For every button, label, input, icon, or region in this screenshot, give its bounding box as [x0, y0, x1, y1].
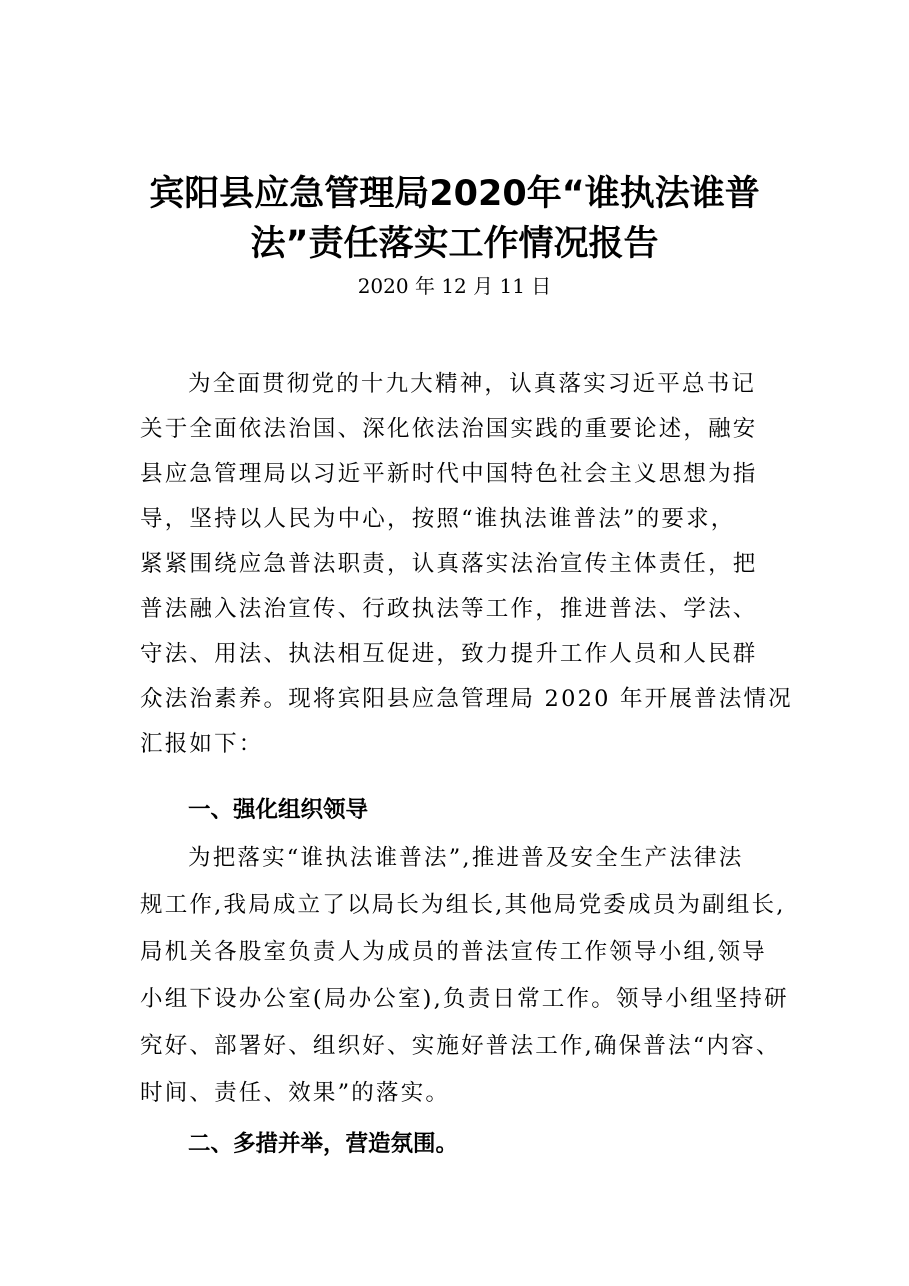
paragraph-line: 紧紧围绕应急普法职责，认真落实法治宣传主体责任，把: [140, 551, 758, 577]
paragraph-line: 县应急管理局以习近平新时代中国特色社会主义思想为指: [140, 461, 758, 487]
paragraph-line: 时间、责任、效果”的落实。: [140, 1080, 451, 1106]
section-heading-2: 二、多措并举，营造氛围。: [188, 1131, 459, 1157]
paragraph-line: 众法治素养。现将宾阳县应急管理局 2020 年开展普法情况: [140, 686, 793, 712]
paragraph-line: 关于全面依法治国、深化依法治国实践的重要论述，融安: [140, 416, 758, 442]
paragraph-line: 小组下设办公室(局办公室),负责日常工作。领导小组坚持研: [140, 986, 789, 1012]
paragraph-line: 规工作,我局成立了以局长为组长,其他局党委成员为副组长,: [140, 892, 786, 918]
section-heading-1: 一、强化组织领导: [188, 797, 369, 823]
paragraph-line: 导，坚持以人民为中心，按照“谁执法谁普法”的要求，: [140, 506, 736, 532]
paragraph-line: 为把落实“谁执法谁普法”,推进普及安全生产法律法: [188, 845, 744, 871]
paragraph-line: 汇报如下：: [140, 731, 264, 757]
paragraph-line: 局机关各股室负责人为成员的普法宣传工作领导小组,领导: [140, 939, 767, 965]
paragraph-line: 普法融入法治宣传、行政执法等工作，推进普法、学法、: [140, 596, 758, 622]
paragraph-line: 守法、用法、执法相互促进，致力提升工作人员和人民群: [140, 641, 758, 667]
paragraph-line: 究好、部署好、组织好、实施好普法工作,确保普法“内容、: [140, 1033, 781, 1059]
document-title-line-1: 宾阳县应急管理局2020年“谁执法谁普: [149, 174, 760, 214]
document-title-line-2: 法”责任落实工作情况报告: [250, 224, 659, 264]
paragraph-line: 为全面贯彻党的十九大精神，认真落实习近平总书记: [188, 371, 757, 397]
document-date: 2020 年 12 月 11 日: [357, 274, 552, 298]
